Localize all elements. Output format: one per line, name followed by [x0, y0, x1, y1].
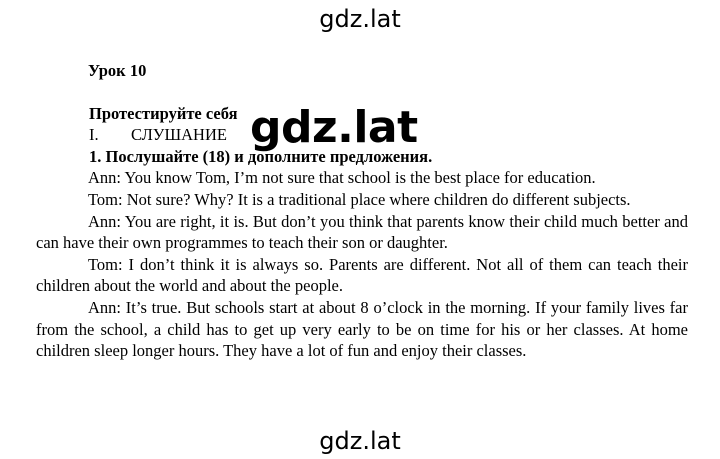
dialogue-line: Ann: You are right, it is. But don’t you think that parents know their child much better and can have their own programmes to teach their son or daughter.: [36, 211, 688, 253]
dialogue-line: Tom: Not sure? Why? It is a traditional place where children do different subjects.: [88, 189, 631, 209]
watermark-bottom: gdz.lat: [319, 427, 401, 455]
lesson-title: Урок 10: [88, 61, 147, 80]
watermark-center: gdz.lat: [250, 102, 418, 153]
dialogue-line: Ann: It’s true. But schools start at about 8 o’clock in the morning. If your family lives far from the school, a child has to get up very early to be on time for his or her classes. At home children sleep longer hours. They have a lot of fun and enjoy their classes.: [36, 297, 688, 361]
section-number: I.: [89, 125, 99, 145]
section-title: СЛУШАНИЕ: [131, 125, 227, 145]
test-title: Протестируйте себя: [89, 103, 238, 123]
watermark-top: gdz.lat: [319, 5, 401, 33]
dialogue-line: Ann: You know Tom, I’m not sure that school is the best place for education.: [88, 168, 596, 188]
task-instruction: 1. Послушайте (18) и дополните предложения.: [89, 146, 433, 166]
dialogue-line: Tom: I don’t think it is always so. Parents are different. Not all of them can teach their children about the world and about the people.: [36, 254, 688, 296]
